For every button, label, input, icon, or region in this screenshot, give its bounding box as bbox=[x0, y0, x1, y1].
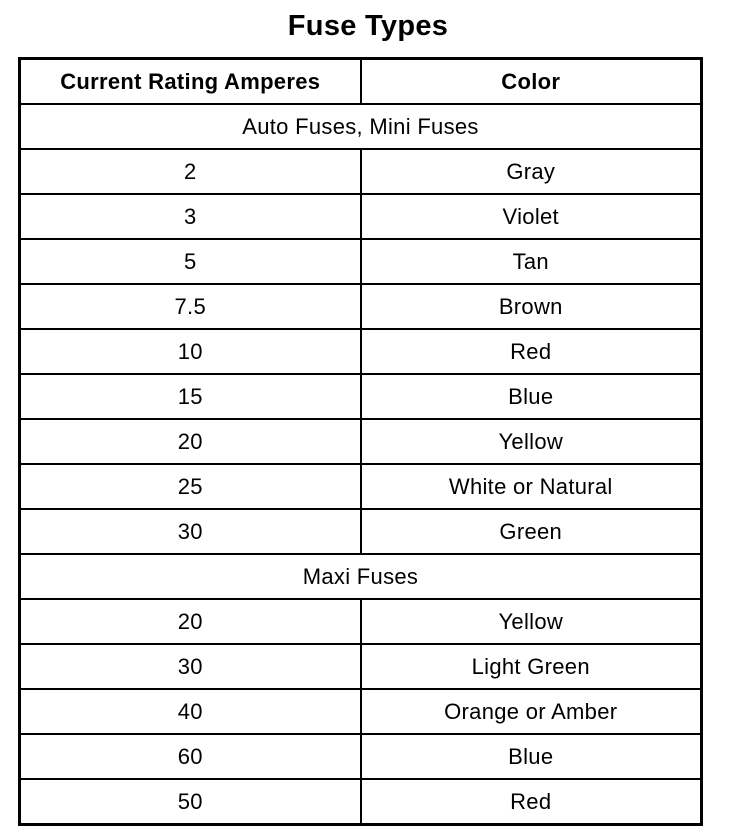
color-cell: Gray bbox=[361, 149, 702, 194]
current-rating-cell: 15 bbox=[20, 374, 361, 419]
table-row bbox=[20, 194, 702, 239]
current-rating-cell: 40 bbox=[20, 689, 361, 734]
color-cell: Light Green bbox=[361, 644, 702, 689]
color-cell: Violet bbox=[361, 194, 702, 239]
current-rating-cell: 10 bbox=[20, 329, 361, 374]
table-row bbox=[20, 509, 702, 554]
current-rating-cell: 30 bbox=[20, 644, 361, 689]
table-row bbox=[20, 734, 702, 779]
current-rating-cell: 2 bbox=[20, 149, 361, 194]
current-rating-cell: 30 bbox=[20, 509, 361, 554]
color-cell: Red bbox=[361, 329, 702, 374]
current-rating-cell: 50 bbox=[20, 779, 361, 825]
section-heading: Maxi Fuses bbox=[20, 554, 702, 599]
color-cell: Yellow bbox=[361, 599, 702, 644]
section-heading: Auto Fuses, Mini Fuses bbox=[20, 104, 702, 149]
current-rating-cell: 20 bbox=[20, 419, 361, 464]
current-rating-cell: 7.5 bbox=[20, 284, 361, 329]
table-row bbox=[20, 689, 702, 734]
color-cell: Blue bbox=[361, 734, 702, 779]
column-header-color: Color bbox=[361, 59, 702, 105]
table-row bbox=[20, 599, 702, 644]
table-header-row bbox=[20, 59, 702, 105]
current-rating-cell: 20 bbox=[20, 599, 361, 644]
color-cell: Orange or Amber bbox=[361, 689, 702, 734]
table-row bbox=[20, 149, 702, 194]
column-header-current-rating: Current Rating Amperes bbox=[20, 59, 361, 105]
current-rating-cell: 60 bbox=[20, 734, 361, 779]
color-cell: White or Natural bbox=[361, 464, 702, 509]
color-cell: Brown bbox=[361, 284, 702, 329]
color-cell: Green bbox=[361, 509, 702, 554]
color-cell: Blue bbox=[361, 374, 702, 419]
current-rating-cell: 25 bbox=[20, 464, 361, 509]
table-row bbox=[20, 239, 702, 284]
current-rating-cell: 3 bbox=[20, 194, 361, 239]
section-heading-row bbox=[20, 104, 702, 149]
fuse-types-table bbox=[18, 57, 703, 826]
color-cell: Red bbox=[361, 779, 702, 825]
section-heading-row bbox=[20, 554, 702, 599]
table-row bbox=[20, 464, 702, 509]
table-row bbox=[20, 779, 702, 825]
current-rating-cell: 5 bbox=[20, 239, 361, 284]
page-title: Fuse Types bbox=[287, 10, 449, 42]
table-row bbox=[20, 284, 702, 329]
table-row bbox=[20, 374, 702, 419]
color-cell: Tan bbox=[361, 239, 702, 284]
table-row bbox=[20, 419, 702, 464]
color-cell: Yellow bbox=[361, 419, 702, 464]
table-row bbox=[20, 644, 702, 689]
table-row bbox=[20, 329, 702, 374]
